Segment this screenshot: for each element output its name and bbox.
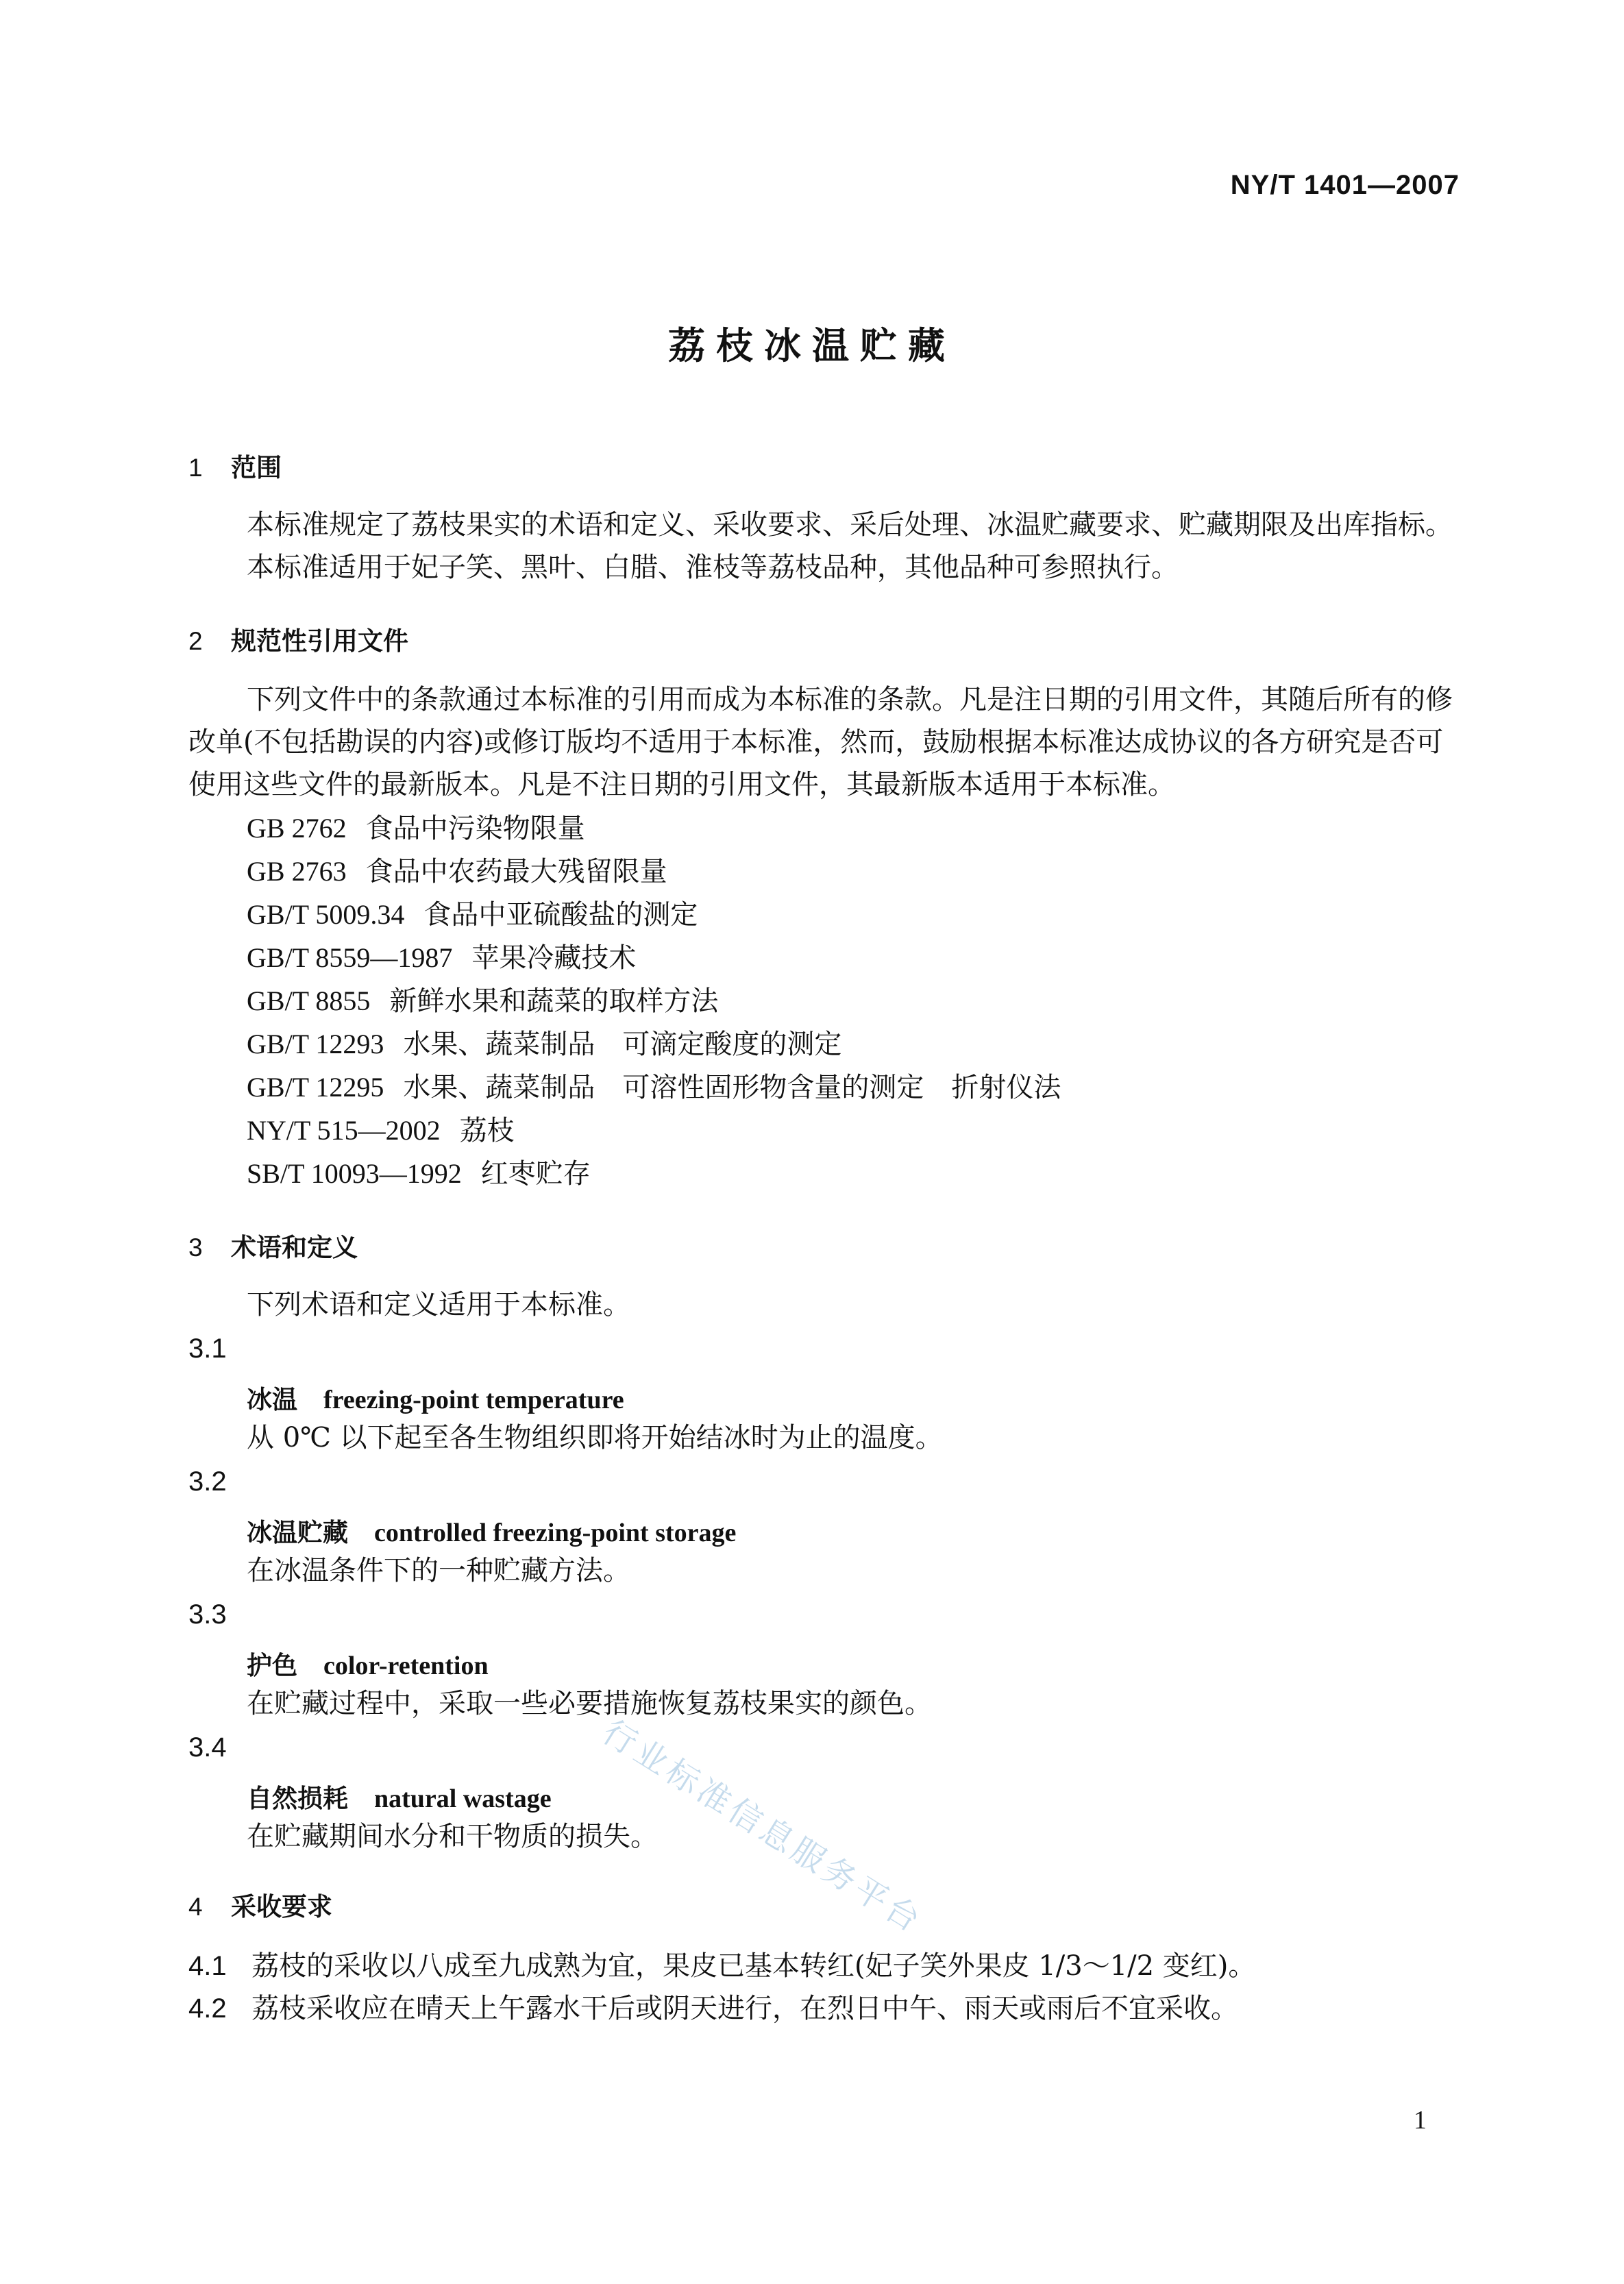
paragraph: 本标准适用于妃子笑、黑叶、白腊、淮枝等荔枝品种，其他品种可参照执行。 bbox=[247, 552, 1179, 583]
term-english: controlled freezing-point storage bbox=[374, 1519, 737, 1547]
clause-number: 3.4 bbox=[188, 1732, 227, 1763]
requirement-item bbox=[188, 1987, 1238, 2030]
watermark: 行业标准信息服务平台 bbox=[595, 1712, 931, 1941]
reference-item bbox=[247, 937, 636, 979]
paragraph: 本标准规定了荔枝果实的术语和定义、采收要求、采后处理、冰温贮藏要求、贮藏期限及出库指标。 bbox=[247, 509, 1453, 541]
section-title: 采收要求 bbox=[231, 1892, 332, 1921]
term-english: color-retention bbox=[323, 1651, 489, 1680]
term-heading bbox=[247, 1512, 736, 1549]
term-english: natural wastage bbox=[374, 1784, 552, 1813]
document-title: 荔枝冰温贮藏 bbox=[668, 324, 956, 367]
reference-item bbox=[247, 1109, 515, 1152]
reference-item bbox=[247, 1066, 1061, 1109]
term-english: freezing-point temperature bbox=[323, 1386, 624, 1414]
term-definition: 在贮藏过程中，采取一些必要措施恢复荔枝果实的颜色。 bbox=[247, 1688, 932, 1719]
paragraph: 下列文件中的条款通过本标准的引用而成为本标准的条款。凡是注日期的引用文件，其随后所有的修改单(不包括勘误的内容)或修订版均不适用于本标准，然而，鼓励根据本标准达成协议的各方研究是否可使用这些文件的最新版本。凡是不注日期的引用文件，其最新版本适用于本标准。 bbox=[188, 684, 1453, 800]
term-chinese: 冰温贮藏 bbox=[247, 1518, 348, 1547]
standard-number: NY/T 1401—2007 bbox=[1230, 170, 1460, 200]
section-heading-1 bbox=[188, 447, 282, 484]
reference-code: GB/T 12293 bbox=[247, 1029, 384, 1059]
reference-item bbox=[247, 1153, 591, 1195]
item-number: 4.2 bbox=[188, 1993, 227, 2024]
reference-code: NY/T 515—2002 bbox=[247, 1115, 441, 1146]
term-heading bbox=[247, 1645, 489, 1682]
term-definition: 从 0℃ 以下起至各生物组织即将开始结冰时为止的温度。 bbox=[247, 1422, 943, 1453]
item-number: 4.1 bbox=[188, 1951, 227, 1981]
term-heading bbox=[247, 1778, 552, 1815]
section-heading-3 bbox=[188, 1227, 358, 1264]
reference-code: GB/T 8855 bbox=[247, 985, 371, 1016]
section-heading-2 bbox=[188, 620, 408, 657]
reference-item bbox=[247, 894, 698, 936]
section-number: 4 bbox=[188, 1893, 203, 1921]
reference-title: 食品中污染物限量 bbox=[365, 813, 585, 844]
section-number: 1 bbox=[188, 454, 203, 482]
term-heading bbox=[247, 1379, 624, 1416]
clause-number: 3.3 bbox=[188, 1599, 227, 1630]
item-text: 荔枝采收应在晴天上午露水干后或阴天进行，在烈日中午、雨天或雨后不宜采收。 bbox=[251, 1993, 1238, 2024]
term-definition: 在贮藏期间水分和干物质的损失。 bbox=[247, 1821, 658, 1852]
section-number: 2 bbox=[188, 627, 203, 655]
reference-code: GB/T 12295 bbox=[247, 1072, 384, 1103]
clause-number: 3.1 bbox=[188, 1334, 227, 1364]
reference-item bbox=[247, 980, 718, 1022]
term-definition: 在冰温条件下的一种贮藏方法。 bbox=[247, 1555, 630, 1586]
clause-number: 3.2 bbox=[188, 1466, 227, 1497]
reference-title: 食品中亚硫酸盐的测定 bbox=[423, 899, 698, 931]
term-chinese: 冰温 bbox=[247, 1385, 297, 1414]
section-title: 范围 bbox=[231, 453, 282, 482]
reference-code: GB 2762 bbox=[247, 813, 347, 844]
item-text: 荔枝的采收以八成至九成熟为宜，果皮已基本转红(妃子笑外果皮 1/3～1/2 变红)。 bbox=[251, 1950, 1256, 1982]
reference-title: 红枣贮存 bbox=[480, 1158, 591, 1190]
section-heading-4 bbox=[188, 1886, 332, 1923]
page-number: 1 bbox=[1414, 2106, 1427, 2135]
paragraph: 下列术语和定义适用于本标准。 bbox=[247, 1289, 630, 1321]
reference-title: 苹果冷藏技术 bbox=[471, 942, 637, 974]
reference-item bbox=[247, 807, 585, 850]
reference-item bbox=[247, 850, 667, 893]
reference-title: 新鲜水果和蔬菜的取样方法 bbox=[389, 985, 719, 1017]
term-chinese: 护色 bbox=[247, 1651, 297, 1680]
reference-title: 水果、蔬菜制品 可滴定酸度的测定 bbox=[403, 1029, 842, 1060]
reference-item bbox=[247, 1023, 841, 1066]
section-title: 术语和定义 bbox=[231, 1233, 358, 1262]
section-title: 规范性引用文件 bbox=[231, 626, 408, 656]
reference-code: GB/T 8559—1987 bbox=[247, 942, 453, 973]
section-number: 3 bbox=[188, 1233, 203, 1262]
reference-title: 水果、蔬菜制品 可溶性固形物含量的测定 折射仪法 bbox=[403, 1072, 1061, 1103]
reference-title: 食品中农药最大残留限量 bbox=[365, 856, 667, 887]
reference-code: GB/T 5009.34 bbox=[247, 899, 405, 930]
reference-title: 荔枝 bbox=[459, 1115, 515, 1146]
reference-code: SB/T 10093—1992 bbox=[247, 1158, 462, 1189]
requirement-item bbox=[188, 1945, 1255, 1987]
reference-code: GB 2763 bbox=[247, 856, 347, 887]
term-chinese: 自然损耗 bbox=[247, 1784, 348, 1813]
